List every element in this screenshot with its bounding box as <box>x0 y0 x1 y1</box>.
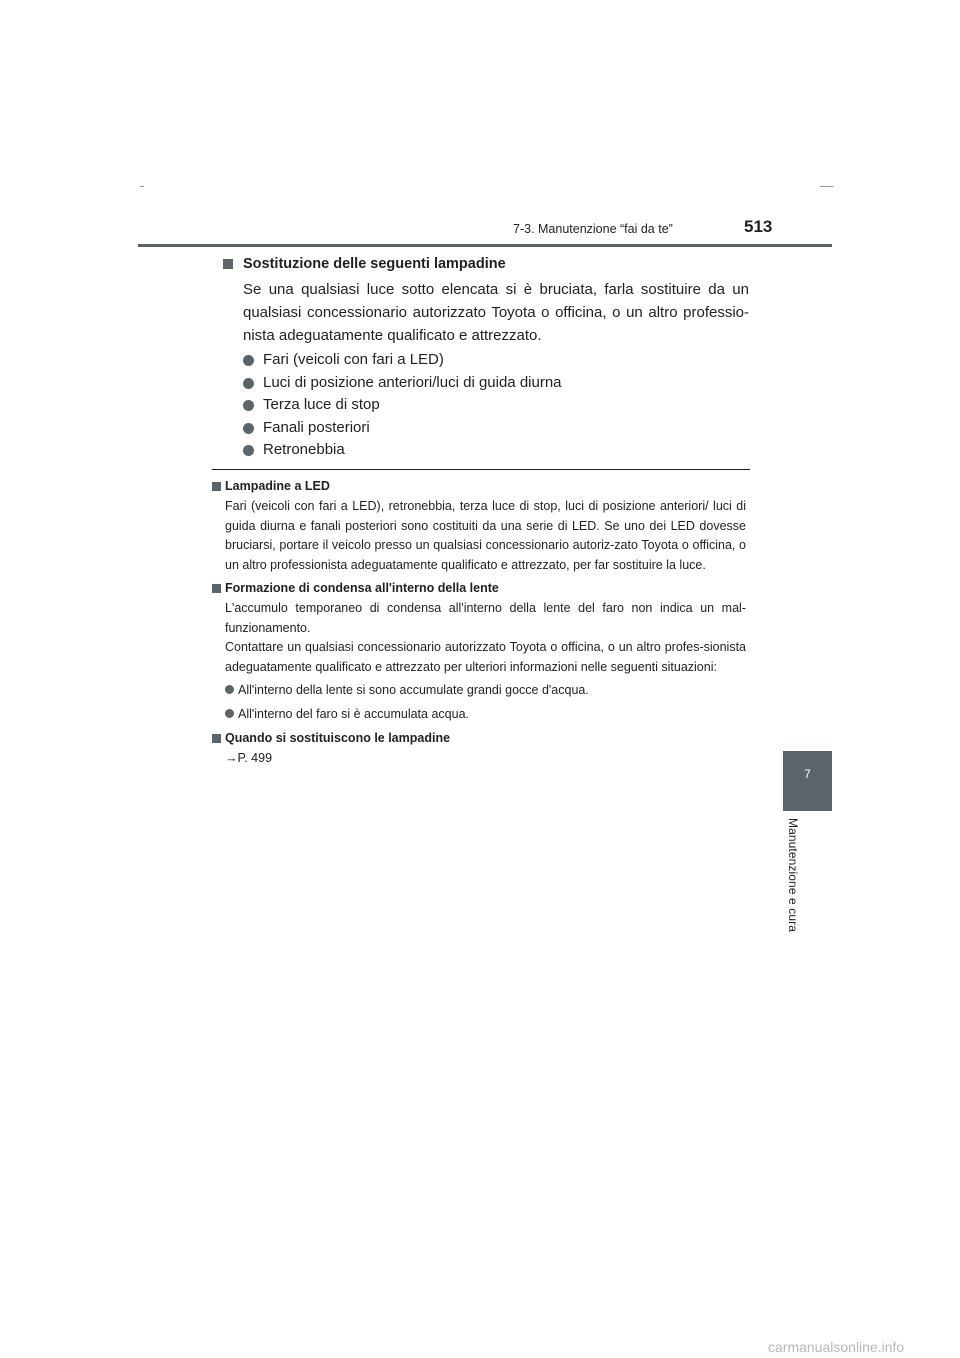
notes-divider <box>212 469 750 470</box>
note-heading <box>212 580 746 597</box>
list-item-text: Terza luce di stop <box>263 396 380 414</box>
list-item-text: All'interno della lente si sono accumulate grandi gocce d'acqua. <box>238 683 589 697</box>
note-replacing-bulbs <box>212 730 746 769</box>
section-heading-text: Sostituzione delle seguenti lampadine <box>243 256 506 272</box>
note-condensation <box>212 580 746 723</box>
list-item-text: Retronebbia <box>263 441 345 459</box>
chapter-tab <box>783 751 832 811</box>
running-head: 7-3. Manutenzione “fai da te” <box>513 222 673 236</box>
note-text: Contattare un qualsiasi concessionario autorizzato Toyota o officina, o un altro profes-sionista adeguatamente qualificato e attrezzato per ulteriori informazioni nelle seguenti situazioni: <box>225 640 746 674</box>
circle-bullet-icon <box>243 445 254 456</box>
page-number: 513 <box>744 217 773 236</box>
list-item <box>225 706 746 723</box>
condensation-list <box>212 682 746 723</box>
circle-bullet-icon <box>243 355 254 366</box>
list-item-text: Fari (veicoli con fari a LED) <box>263 351 444 368</box>
circle-bullet-icon <box>243 423 254 434</box>
chapter-title: Manutenzione e cura <box>786 818 800 932</box>
note-heading <box>212 730 746 747</box>
list-item <box>243 394 749 417</box>
list-item <box>243 372 749 395</box>
list-item-text: All'interno del faro si è accumulata acqua. <box>238 707 469 721</box>
note-heading <box>212 478 746 495</box>
note-heading-text: Lampadine a LED <box>225 479 330 493</box>
list-item-text: Luci di posizione anteriori/luci di guida diurna <box>263 373 562 391</box>
section-heading <box>223 254 749 274</box>
header-rule <box>138 244 832 247</box>
list-item <box>225 682 746 699</box>
note-heading-text: Formazione di condensa all'interno della lente <box>225 581 499 595</box>
notes-section <box>212 478 746 774</box>
note-heading-text: Quando si sostituiscono le lampadine <box>225 731 451 745</box>
main-section <box>223 254 749 462</box>
list-item <box>243 349 749 372</box>
list-item <box>243 417 749 440</box>
square-bullet-icon <box>223 259 233 269</box>
list-item <box>243 439 749 462</box>
watermark: carmanualsonline.info <box>768 1339 905 1355</box>
note-text: Fari (veicoli con fari a LED), retronebbia, terza luce di stop, luci di posizione anteriori/ luci di guida diurna e fanali posteriori sono costituiti da una serie di LED. Se uno dei LED dovesse bruciarsi, portare il veicolo presso un qualsiasi concessionario autoriz-zato Toyota o officina, o un altro professionista adeguatamente qualificato e attrezzato, per far sostituire la luce. <box>225 499 746 572</box>
square-bullet-icon <box>212 482 221 491</box>
crop-mark-right <box>820 186 834 187</box>
note-led <box>212 478 746 575</box>
chapter-number: 7 <box>804 767 811 781</box>
circle-bullet-icon <box>243 400 254 411</box>
note-text: L'accumulo temporaneo di condensa all'interno della lente del faro non indica un mal-funzionamento. <box>225 601 746 635</box>
circle-bullet-icon <box>225 709 234 718</box>
list-item-text: Fanali posteriori <box>263 418 370 436</box>
square-bullet-icon <box>212 734 221 743</box>
section-body: Se una qualsiasi luce sotto elencata si è bruciata, farla sostituire da un qualsiasi concessionario autorizzato Toyota o officina, o un altro professio-nista adeguatamente qualificato e attrezzato. <box>243 281 749 344</box>
page-reference-link[interactable]: →P. 499 <box>225 751 273 765</box>
crop-mark-left <box>140 186 144 187</box>
circle-bullet-icon <box>225 685 234 694</box>
lamp-list <box>223 349 749 462</box>
circle-bullet-icon <box>243 378 254 389</box>
square-bullet-icon <box>212 584 221 593</box>
